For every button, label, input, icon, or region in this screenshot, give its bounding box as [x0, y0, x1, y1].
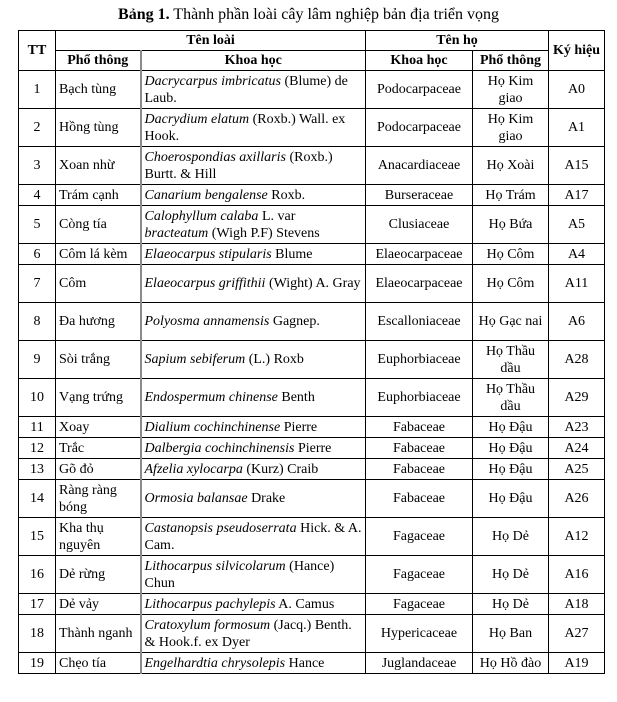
- scientific-author: L. var: [258, 208, 296, 224]
- cell-common-name: Còng tía: [56, 206, 141, 244]
- scientific-author: Blume: [271, 246, 313, 262]
- cell-scientific-name: [141, 379, 366, 417]
- scientific-name-italic: Elaeocarpus griffithii: [144, 276, 266, 291]
- cell-family-scientific: Burseraceae: [366, 185, 473, 206]
- header-family-scientific: Khoa học: [366, 51, 473, 71]
- cell-common-name: Đa hương: [56, 303, 141, 341]
- table-row: [19, 341, 605, 379]
- cell-family-common: Họ Dẻ: [473, 594, 549, 615]
- header-code: Ký hiệu: [549, 31, 605, 71]
- caption-label: Bảng 1.: [118, 6, 170, 23]
- cell-family-scientific: Escalloniaceae: [366, 303, 473, 341]
- cell-family-common: Họ Kim giao: [473, 109, 549, 147]
- cell-family-common: Họ Đậu: [473, 459, 549, 480]
- scientific-name-italic: Elaeocarpus stipularis: [144, 246, 272, 262]
- scientific-name-italic: Lithocarpus silvicolarum: [144, 558, 286, 574]
- cell-tt: 6: [19, 244, 56, 265]
- cell-family-scientific: Fagaceae: [366, 594, 473, 615]
- table-row: [19, 438, 605, 459]
- table-row: [19, 518, 605, 556]
- table-row: [19, 615, 605, 653]
- scientific-name-italic: Dalbergia cochinchinensis: [144, 440, 295, 456]
- scientific-author: Benth: [277, 390, 315, 405]
- cell-family-scientific: Juglandaceae: [366, 653, 473, 674]
- cell-family-common: Họ Đậu: [473, 438, 549, 459]
- cell-code: A29: [549, 379, 605, 417]
- header-family-common: Phổ thông: [473, 51, 549, 71]
- cell-code: A15: [549, 147, 605, 185]
- cell-code: A5: [549, 206, 605, 244]
- scientific-name-italic: Dialium cochinchinense: [144, 419, 281, 435]
- scientific-author: (Kurz) Craib: [242, 461, 319, 477]
- cell-code: A26: [549, 480, 605, 518]
- cell-family-common: Họ Côm: [473, 265, 549, 303]
- table-row: [19, 556, 605, 594]
- cell-tt: 5: [19, 206, 56, 244]
- scientific-author: Hance: [285, 655, 325, 671]
- scientific-author: (Hance) Chun: [144, 558, 335, 591]
- cell-family-scientific: Anacardiaceae: [366, 147, 473, 185]
- cell-tt: 3: [19, 147, 56, 185]
- cell-code: A4: [549, 244, 605, 265]
- cell-family-scientific: Euphorbiaceae: [366, 379, 473, 417]
- cell-scientific-name: [141, 438, 366, 459]
- table-row: [19, 459, 605, 480]
- cell-tt: 16: [19, 556, 56, 594]
- cell-code: A1: [549, 109, 605, 147]
- cell-tt: 13: [19, 459, 56, 480]
- cell-family-scientific: Elaeocarpaceae: [366, 244, 473, 265]
- cell-code: A17: [549, 185, 605, 206]
- table-row: [19, 185, 605, 206]
- table-row: [19, 109, 605, 147]
- scientific-author: A. Camus: [275, 596, 335, 612]
- scientific-name-italic: Choerospondias axillaris: [144, 149, 286, 165]
- cell-common-name: Xoay: [56, 417, 141, 438]
- cell-tt: 7: [19, 265, 56, 303]
- cell-scientific-name: [141, 594, 366, 615]
- table-row: [19, 71, 605, 109]
- scientific-name-italic: Lithocarpus pachylepis: [144, 596, 276, 612]
- cell-family-scientific: Fabaceae: [366, 459, 473, 480]
- cell-scientific-name: [141, 71, 366, 109]
- scientific-name-italic: Engelhardtia chrysolepis: [144, 655, 286, 671]
- table-body: [19, 71, 605, 674]
- scientific-name-italic: Ormosia balansae: [144, 491, 248, 506]
- table-row: [19, 303, 605, 341]
- cell-family-common: Họ Thầu dầu: [473, 379, 549, 417]
- cell-code: A11: [549, 265, 605, 303]
- cell-scientific-name: [141, 459, 366, 480]
- cell-tt: 4: [19, 185, 56, 206]
- cell-code: A27: [549, 615, 605, 653]
- cell-family-scientific: Fabaceae: [366, 417, 473, 438]
- cell-tt: 10: [19, 379, 56, 417]
- scientific-name-italic: Endospermum chinense: [144, 390, 278, 405]
- cell-common-name: Bạch tùng: [56, 71, 141, 109]
- scientific-name-italic: Calophyllum calaba: [144, 208, 259, 224]
- scientific-author: (L.) Roxb: [245, 352, 304, 367]
- cell-tt: 12: [19, 438, 56, 459]
- cell-tt: 14: [19, 480, 56, 518]
- cell-code: A16: [549, 556, 605, 594]
- header-common-name: Phổ thông: [56, 51, 141, 71]
- cell-tt: 18: [19, 615, 56, 653]
- cell-family-scientific: Elaeocarpaceae: [366, 265, 473, 303]
- scientific-author: (Blume) de Laub.: [144, 73, 348, 106]
- scientific-author: Gagnep.: [269, 314, 320, 329]
- table-row: [19, 417, 605, 438]
- cell-scientific-name: [141, 417, 366, 438]
- table-row: [19, 147, 605, 185]
- scientific-author: Pierre: [280, 419, 318, 435]
- cell-family-scientific: Hypericaceae: [366, 615, 473, 653]
- header-species-name: Tên loài: [56, 31, 366, 51]
- scientific-name-italic: bracteatum: [144, 225, 209, 241]
- cell-family-common: Họ Kim giao: [473, 71, 549, 109]
- cell-common-name: Sòi trắng: [56, 341, 141, 379]
- cell-tt: 9: [19, 341, 56, 379]
- table-row: [19, 653, 605, 674]
- species-table: [18, 30, 605, 674]
- cell-family-common: Họ Bứa: [473, 206, 549, 244]
- cell-code: A24: [549, 438, 605, 459]
- cell-scientific-name: [141, 244, 366, 265]
- cell-common-name: Gõ đỏ: [56, 459, 141, 480]
- cell-family-common: Họ Dẻ: [473, 518, 549, 556]
- cell-family-common: Họ Hồ đào: [473, 653, 549, 674]
- header-tt: TT: [19, 31, 56, 71]
- cell-family-scientific: Clusiaceae: [366, 206, 473, 244]
- cell-code: A23: [549, 417, 605, 438]
- caption-text: Thành phần loài cây lâm nghiệp bản địa triển vọng: [169, 6, 499, 23]
- cell-family-scientific: Fabaceae: [366, 438, 473, 459]
- cell-code: A6: [549, 303, 605, 341]
- cell-scientific-name: [141, 518, 366, 556]
- cell-family-scientific: Podocarpaceae: [366, 71, 473, 109]
- cell-family-scientific: Euphorbiaceae: [366, 341, 473, 379]
- cell-family-scientific: Fagaceae: [366, 556, 473, 594]
- table-row: [19, 244, 605, 265]
- scientific-name-italic: Polyosma annamensis: [144, 314, 270, 329]
- cell-family-common: Họ Ban: [473, 615, 549, 653]
- scientific-name-italic: Cratoxylum formosum: [144, 617, 271, 633]
- cell-common-name: Chẹo tía: [56, 653, 141, 674]
- cell-family-common: Họ Thầu dầu: [473, 341, 549, 379]
- cell-common-name: Kha thụ nguyên: [56, 518, 141, 556]
- cell-code: A0: [549, 71, 605, 109]
- scientific-name-italic: Afzelia xylocarpa: [144, 461, 243, 477]
- cell-common-name: Dẻ vảy: [56, 594, 141, 615]
- cell-family-common: Họ Xoài: [473, 147, 549, 185]
- scientific-author: (Jacq.) Benth. & Hook.f. ex Dyer: [144, 617, 352, 650]
- scientific-name-italic: Castanopsis pseudoserrata: [144, 520, 297, 536]
- scientific-author: (Wight) A. Gray: [265, 276, 361, 291]
- cell-scientific-name: [141, 653, 366, 674]
- cell-scientific-name: [141, 341, 366, 379]
- cell-scientific-name: [141, 480, 366, 518]
- cell-tt: 19: [19, 653, 56, 674]
- cell-family-common: Họ Dẻ: [473, 556, 549, 594]
- scientific-author: Roxb.: [267, 187, 306, 203]
- cell-scientific-name: [141, 303, 366, 341]
- cell-family-scientific: Fabaceae: [366, 480, 473, 518]
- scientific-author: (Wigh P.F) Stevens: [208, 225, 320, 241]
- cell-code: A28: [549, 341, 605, 379]
- cell-scientific-name: [141, 109, 366, 147]
- table-row: [19, 379, 605, 417]
- header-family-name: Tên họ: [366, 31, 549, 51]
- cell-scientific-name: [141, 615, 366, 653]
- cell-common-name: Dẻ rừng: [56, 556, 141, 594]
- scientific-author: (Roxb.) Burtt. & Hill: [144, 149, 333, 182]
- scientific-author: Drake: [247, 491, 286, 506]
- cell-code: A12: [549, 518, 605, 556]
- cell-family-common: Họ Côm: [473, 244, 549, 265]
- cell-code: A19: [549, 653, 605, 674]
- header-scientific-name: Khoa học: [141, 51, 366, 71]
- cell-common-name: Thành nganh: [56, 615, 141, 653]
- cell-common-name: Ràng ràng bóng: [56, 480, 141, 518]
- cell-family-common: Họ Trám: [473, 185, 549, 206]
- cell-tt: 11: [19, 417, 56, 438]
- cell-code: A18: [549, 594, 605, 615]
- cell-common-name: Côm lá kèm: [56, 244, 141, 265]
- cell-family-scientific: Fagaceae: [366, 518, 473, 556]
- cell-common-name: Hồng tùng: [56, 109, 141, 147]
- table-caption: [0, 5, 617, 25]
- cell-family-common: Họ Gạc nai: [473, 303, 549, 341]
- cell-tt: 1: [19, 71, 56, 109]
- cell-tt: 8: [19, 303, 56, 341]
- cell-scientific-name: [141, 185, 366, 206]
- cell-tt: 2: [19, 109, 56, 147]
- table-row: [19, 480, 605, 518]
- scientific-name-italic: Dacrydium elatum: [144, 111, 250, 127]
- cell-common-name: Côm: [56, 265, 141, 303]
- cell-common-name: Trám cạnh: [56, 185, 141, 206]
- cell-common-name: Vạng trứng: [56, 379, 141, 417]
- cell-family-common: Họ Đậu: [473, 417, 549, 438]
- scientific-author: Hick. & A. Cam.: [144, 520, 362, 553]
- scientific-author: (Roxb.) Wall. ex Hook.: [144, 111, 346, 144]
- table-row: [19, 594, 605, 615]
- scientific-name-italic: Sapium sebiferum: [144, 352, 246, 367]
- cell-code: A25: [549, 459, 605, 480]
- table-row: [19, 206, 605, 244]
- scientific-author: Pierre: [294, 440, 332, 456]
- scientific-name-italic: Dacrycarpus imbricatus: [144, 73, 281, 89]
- table-row: [19, 265, 605, 303]
- cell-scientific-name: [141, 556, 366, 594]
- cell-family-scientific: Podocarpaceae: [366, 109, 473, 147]
- cell-tt: 15: [19, 518, 56, 556]
- cell-scientific-name: [141, 265, 366, 303]
- cell-scientific-name: [141, 147, 366, 185]
- cell-tt: 17: [19, 594, 56, 615]
- cell-common-name: Trắc: [56, 438, 141, 459]
- cell-family-common: Họ Đậu: [473, 480, 549, 518]
- scientific-name-italic: Canarium bengalense: [144, 187, 268, 203]
- cell-common-name: Xoan nhừ: [56, 147, 141, 185]
- cell-scientific-name: [141, 206, 366, 244]
